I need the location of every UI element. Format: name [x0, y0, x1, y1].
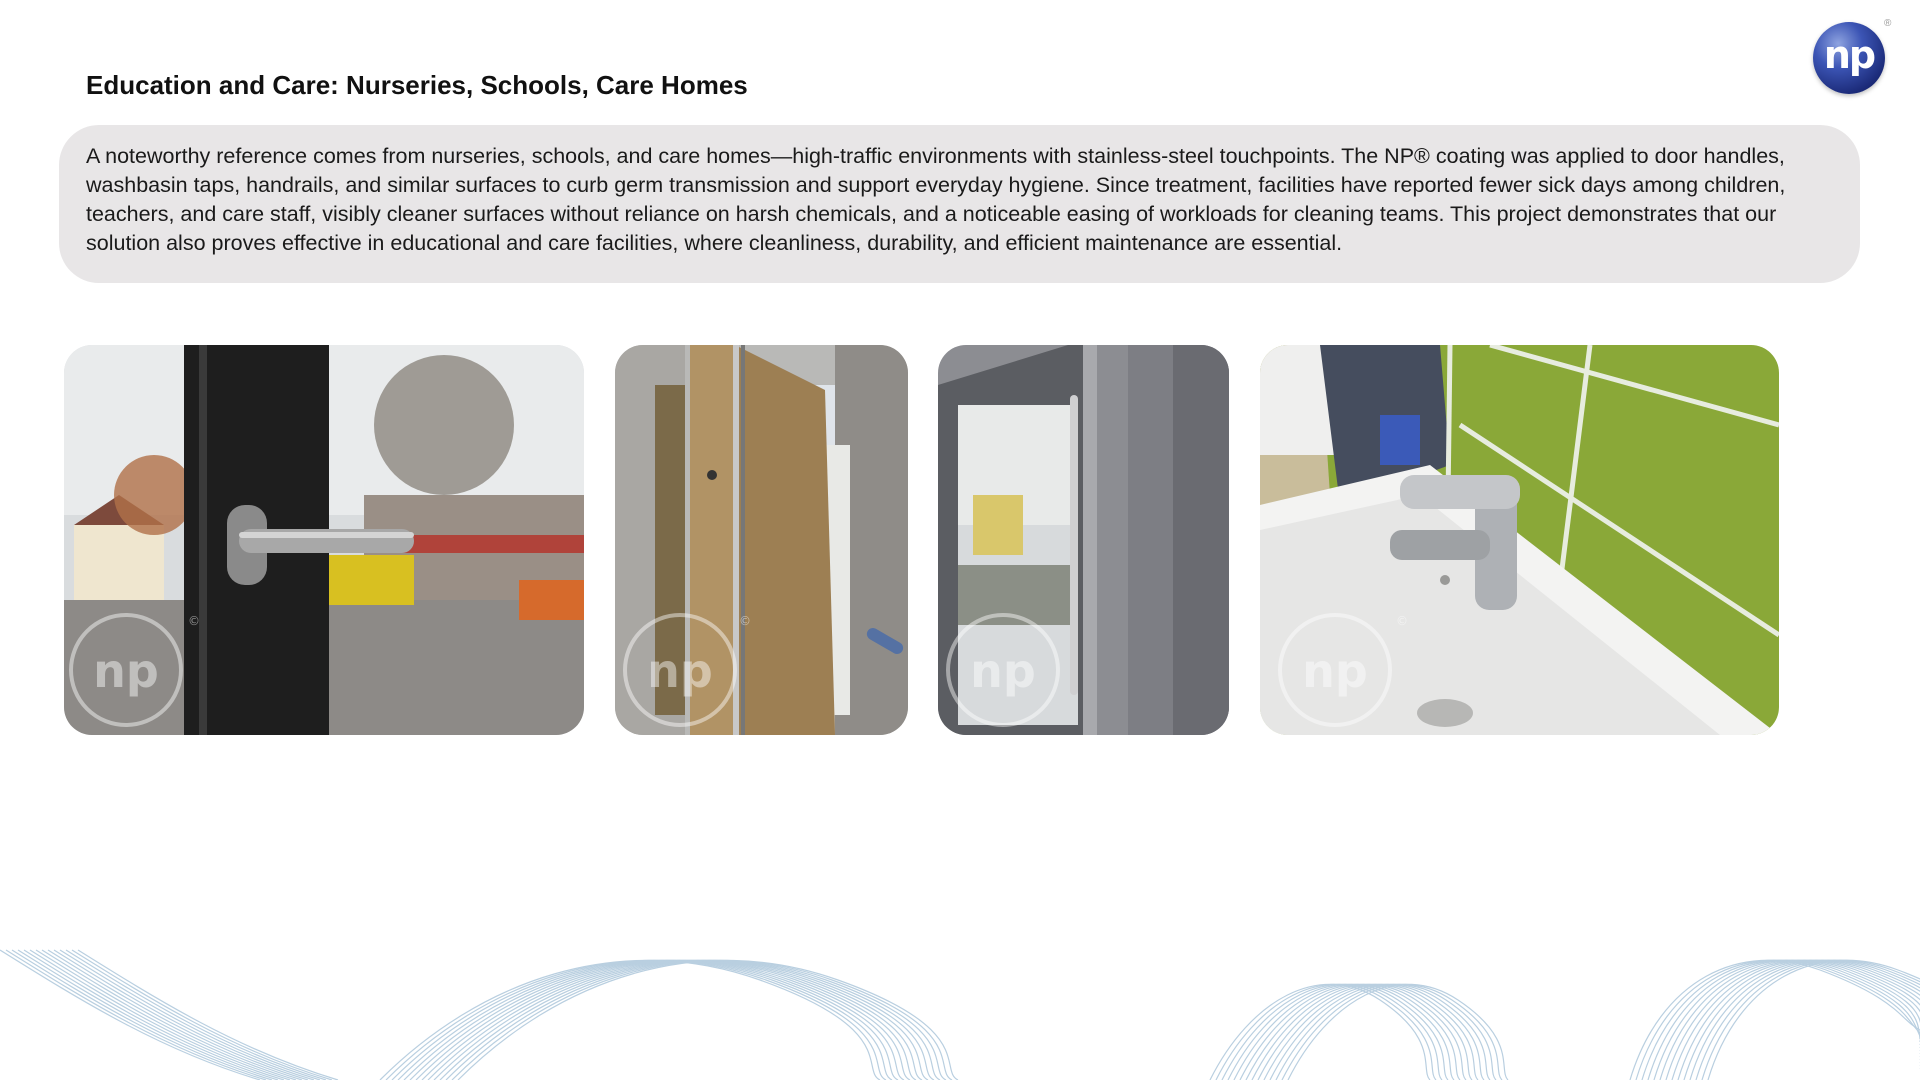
- watermark-text: np: [93, 644, 159, 698]
- np-logo: [1813, 22, 1885, 94]
- watermark-mark: ©: [188, 614, 200, 628]
- watermark-mark: ©: [1396, 614, 1408, 628]
- logo-registered-mark: ®: [1884, 18, 1892, 29]
- photo-washbasin-tap: [1260, 345, 1779, 735]
- watermark-text: np: [970, 644, 1036, 698]
- page-title: Education and Care: Nurseries, Schools, Care Homes: [86, 70, 748, 100]
- photo-glass-door: [938, 345, 1229, 735]
- photo-door-handle-street: [64, 345, 584, 735]
- photo-wooden-door: [615, 345, 908, 735]
- description-text: A noteworthy reference comes from nurseries, schools, and care homes—high-traffic environments with stainless-steel touchpoints. The NP® coating was applied to door handles, washbasin taps, handrails, and similar surfaces to curb germ transmission and support everyday hygiene. Since treatment, facilities have reported fewer sick days among children, teachers, and care staff, visibly cleaner surfaces without reliance on harsh chemicals, and a noticeable easing of workloads for cleaning teams. This project demonstrates that our solution also proves effective in educational and care facilities, where cleanliness, durability, and efficient maintenance are essential.: [86, 144, 1786, 255]
- watermark-text: np: [647, 644, 713, 698]
- watermark-text: np: [1302, 644, 1368, 698]
- watermark-mark: ©: [739, 614, 751, 628]
- decorative-wave-lines: [0, 940, 1920, 1080]
- logo-text: np: [1823, 33, 1875, 77]
